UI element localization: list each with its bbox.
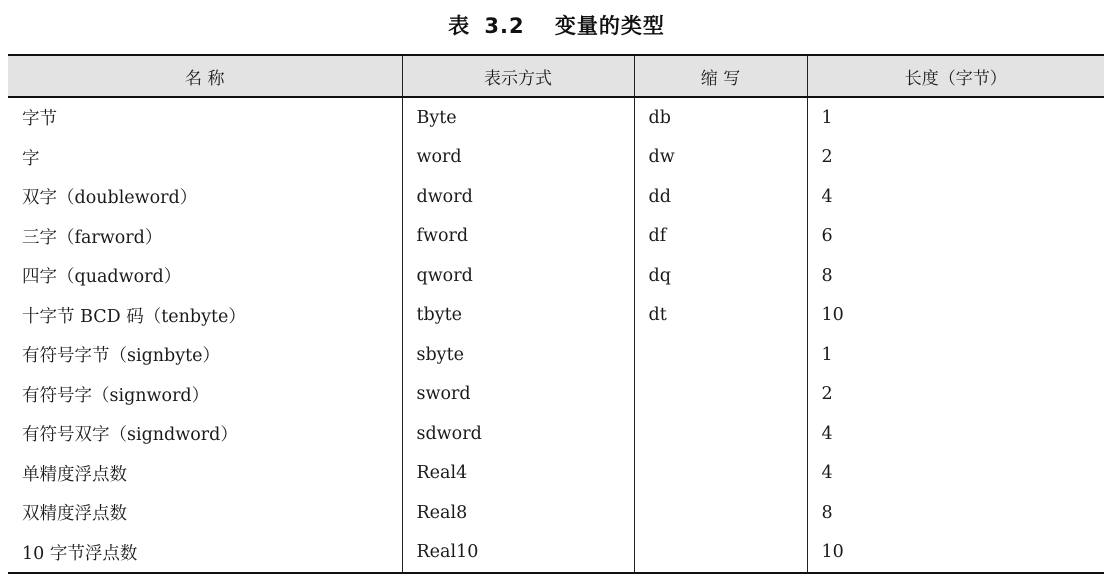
cell-length: 6 bbox=[807, 217, 1104, 257]
header-representation: 表示方式 bbox=[402, 55, 634, 97]
cell-length: 2 bbox=[807, 375, 1104, 415]
table-body bbox=[8, 97, 1104, 573]
cell-length: 10 bbox=[807, 533, 1104, 574]
cell-name: 有符号字（signword） bbox=[8, 375, 402, 415]
caption-title: 变量的类型 bbox=[554, 14, 665, 38]
table-header bbox=[8, 55, 1104, 97]
cell-abbreviation bbox=[634, 533, 807, 574]
cell-name: 字节 bbox=[8, 97, 402, 138]
table-row bbox=[8, 177, 1104, 217]
table-row bbox=[8, 335, 1104, 375]
table-row bbox=[8, 296, 1104, 336]
cell-abbreviation: db bbox=[634, 97, 807, 138]
cell-length: 8 bbox=[807, 493, 1104, 533]
cell-representation: sbyte bbox=[402, 335, 634, 375]
table-row bbox=[8, 256, 1104, 296]
cell-abbreviation: dd bbox=[634, 177, 807, 217]
cell-representation: word bbox=[402, 138, 634, 178]
table-row bbox=[8, 414, 1104, 454]
table-row bbox=[8, 533, 1104, 574]
cell-length: 4 bbox=[807, 177, 1104, 217]
cell-length: 1 bbox=[807, 335, 1104, 375]
cell-length: 2 bbox=[807, 138, 1104, 178]
cell-length: 10 bbox=[807, 296, 1104, 336]
caption-label: 表 bbox=[448, 14, 471, 38]
cell-representation: tbyte bbox=[402, 296, 634, 336]
cell-representation: Real4 bbox=[402, 454, 634, 494]
cell-representation: dword bbox=[402, 177, 634, 217]
cell-abbreviation: dt bbox=[634, 296, 807, 336]
table-row bbox=[8, 375, 1104, 415]
cell-abbreviation bbox=[634, 375, 807, 415]
cell-representation: Byte bbox=[402, 97, 634, 138]
table-row bbox=[8, 454, 1104, 494]
cell-abbreviation bbox=[634, 414, 807, 454]
cell-name: 十字节 BCD 码（tenbyte） bbox=[8, 296, 402, 336]
table-row bbox=[8, 493, 1104, 533]
cell-representation: sdword bbox=[402, 414, 634, 454]
header-name: 名 称 bbox=[8, 55, 402, 97]
cell-representation: Real8 bbox=[402, 493, 634, 533]
caption-number: 3.2 bbox=[484, 14, 525, 38]
header-length-bytes: 长度（字节） bbox=[807, 55, 1104, 97]
cell-length: 1 bbox=[807, 97, 1104, 138]
cell-representation: fword bbox=[402, 217, 634, 257]
cell-representation: Real10 bbox=[402, 533, 634, 574]
cell-abbreviation bbox=[634, 454, 807, 494]
cell-representation: qword bbox=[402, 256, 634, 296]
table-row bbox=[8, 138, 1104, 178]
table-caption bbox=[0, 10, 1113, 40]
cell-abbreviation: dw bbox=[634, 138, 807, 178]
header-row bbox=[8, 55, 1104, 97]
cell-name: 四字（quadword） bbox=[8, 256, 402, 296]
cell-name: 双字（doubleword） bbox=[8, 177, 402, 217]
table-row bbox=[8, 97, 1104, 138]
cell-length: 8 bbox=[807, 256, 1104, 296]
cell-length: 4 bbox=[807, 454, 1104, 494]
cell-name: 字 bbox=[8, 138, 402, 178]
header-abbreviation: 缩 写 bbox=[634, 55, 807, 97]
table-row bbox=[8, 217, 1104, 257]
cell-name: 单精度浮点数 bbox=[8, 454, 402, 494]
cell-abbreviation: dq bbox=[634, 256, 807, 296]
cell-name: 有符号双字（signdword） bbox=[8, 414, 402, 454]
cell-name: 有符号字节（signbyte） bbox=[8, 335, 402, 375]
cell-length: 4 bbox=[807, 414, 1104, 454]
cell-abbreviation bbox=[634, 335, 807, 375]
cell-name: 10 字节浮点数 bbox=[8, 533, 402, 574]
cell-abbreviation: df bbox=[634, 217, 807, 257]
variable-types-table bbox=[8, 54, 1104, 574]
cell-name: 三字（farword） bbox=[8, 217, 402, 257]
cell-representation: sword bbox=[402, 375, 634, 415]
cell-name: 双精度浮点数 bbox=[8, 493, 402, 533]
cell-abbreviation bbox=[634, 493, 807, 533]
